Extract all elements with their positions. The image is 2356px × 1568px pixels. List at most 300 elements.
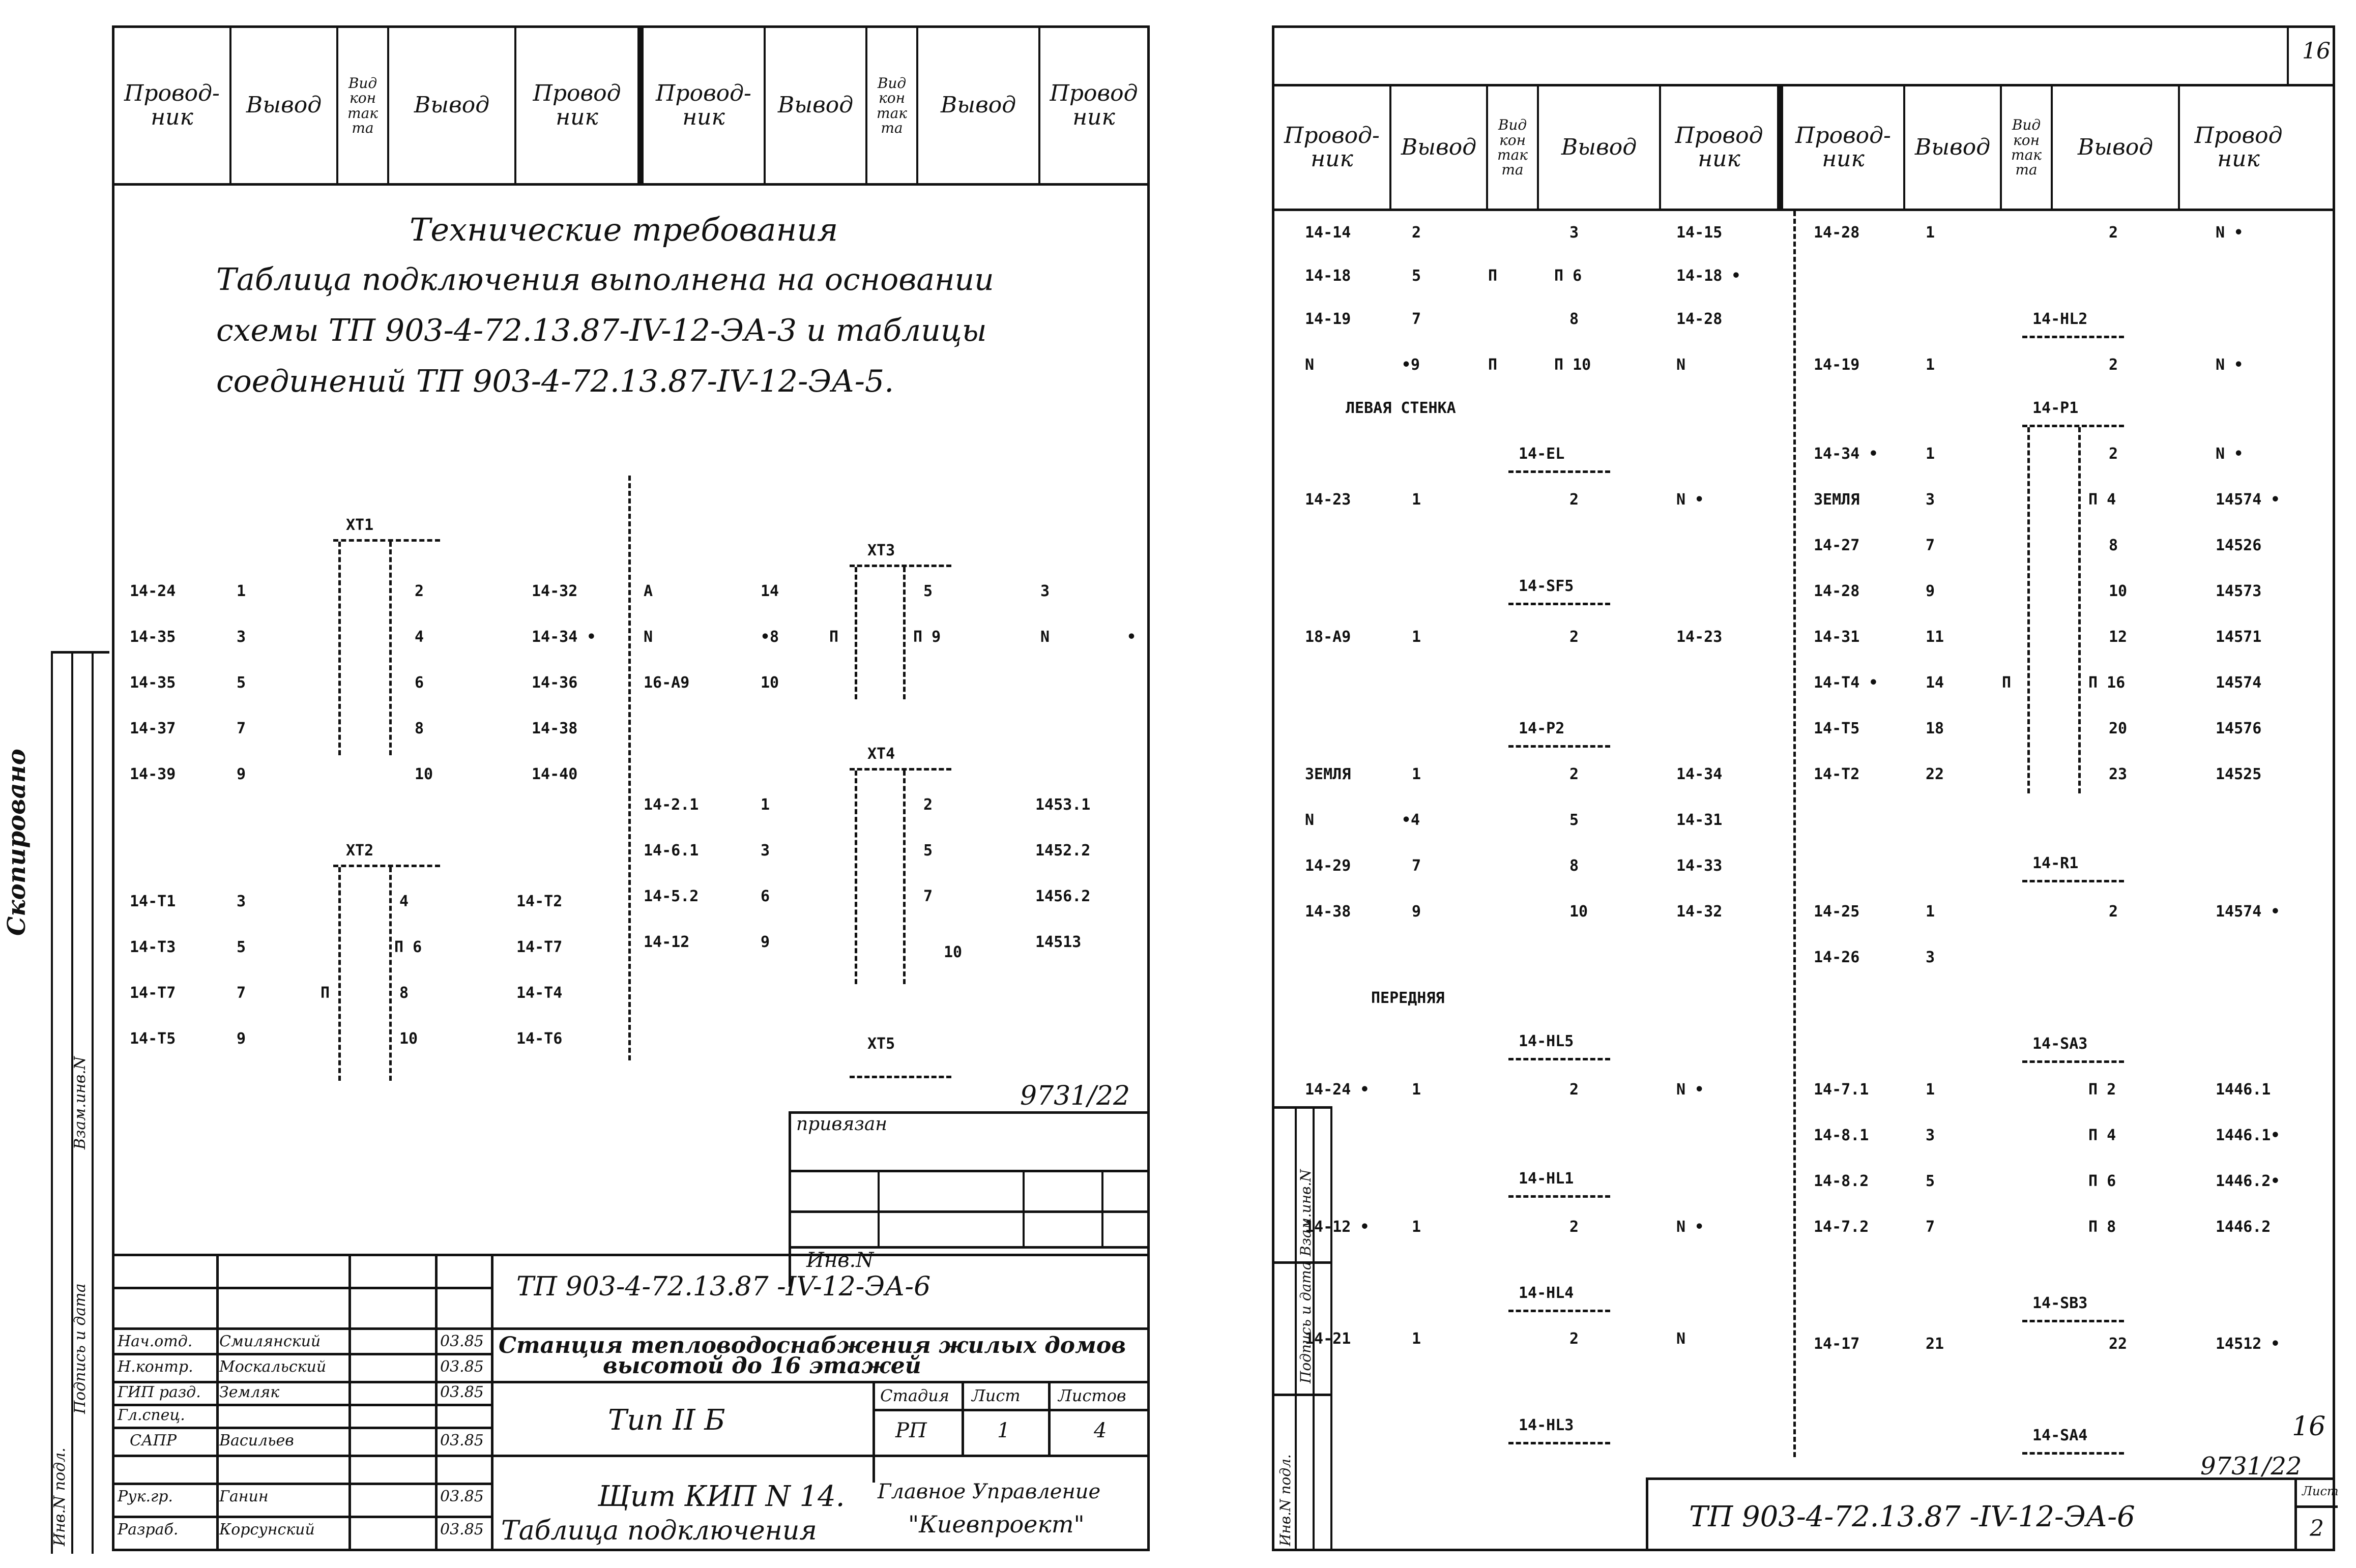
rgrp-p1-row-7-d: 14576 xyxy=(2216,720,2262,737)
rgrp-sa3-row-1-d: 1446.1 xyxy=(2216,1081,2271,1099)
grp-el-row-b: 1 xyxy=(1412,491,1421,509)
grp-hl1-row-d: N • xyxy=(1676,1218,1704,1236)
xt4-row-1-d: 1453.1 xyxy=(1035,796,1091,814)
xt3-row-2-e: • xyxy=(1127,628,1137,646)
grp-p2-row-1-b: 1 xyxy=(1412,765,1421,783)
role-2-date: 03.85 xyxy=(440,1358,484,1376)
xt1-row-5-b: 9 xyxy=(237,765,246,783)
grp-p2-row-1-a: ЗЕМЛЯ xyxy=(1305,765,1351,783)
grp-hl4-row-a: 14-21 xyxy=(1305,1330,1351,1348)
xt1-dashline xyxy=(333,539,440,542)
requirements-title: Технические требования xyxy=(410,211,838,248)
hdr-contact-2: Вид кон так та xyxy=(867,28,918,183)
rgrp-hl2-row-a: 14-19 xyxy=(1814,356,1860,374)
rgrp-sa3-row-4-b: 7 xyxy=(1926,1218,1935,1236)
r-hdr-out-4: Вывод xyxy=(2053,86,2180,209)
right-doc-title: ТП 903-4-72.13.87 -IV-12-ЭА-6 xyxy=(1689,1500,2135,1533)
rgrp-sa3-row-3-a: 14-8.2 xyxy=(1814,1172,1869,1190)
side-label-sign: Подпись и дата xyxy=(71,1283,89,1414)
left-sheet xyxy=(112,25,1150,1551)
rgrp-hl2-row-c: 2 xyxy=(2109,356,2118,374)
privyazan-col-3 xyxy=(1101,1170,1103,1246)
rgrp-r1-row-2-b: 3 xyxy=(1926,949,1935,966)
rgrp-sa3-row-3-c: П 6 xyxy=(2088,1172,2116,1190)
rgrp-p1-row-8-c: 23 xyxy=(2109,765,2128,783)
rgrp-p1-row-5-c: 12 xyxy=(2109,628,2128,646)
grp-el-row-c: 2 xyxy=(1569,491,1579,509)
grp-hl5-row-d: N • xyxy=(1676,1081,1704,1099)
rgrp-p1-row-3-c: 8 xyxy=(2109,537,2118,554)
xt4-row-1-a: 14-2.1 xyxy=(644,796,699,814)
xt2-row-4-d: 14-T6 xyxy=(516,1030,563,1048)
rgrp-p1-row-7-b: 18 xyxy=(1926,720,1944,737)
rgrp-sa3-row-4-a: 14-7.2 xyxy=(1814,1218,1869,1236)
r-top-row-4-c: П 10 xyxy=(1554,356,1591,374)
xt4-title: XT4 xyxy=(867,745,895,763)
r-hdr-wire-4: Провод ник xyxy=(2194,122,2283,172)
r-hdr-contact-2: Вид кон так та xyxy=(2002,86,2053,209)
xt3-row-3-b: 10 xyxy=(761,674,779,692)
rgrp-hl2-row-d: N • xyxy=(2216,356,2244,374)
role-6-name: Ганин xyxy=(219,1488,269,1505)
privyazan-col-1 xyxy=(878,1170,880,1246)
xt2-row-4-c: 10 xyxy=(399,1030,418,1048)
role-5-name: Васильев xyxy=(219,1432,294,1449)
xt1-row-3-b: 5 xyxy=(237,674,246,692)
rgrp-p1-row-8-b: 22 xyxy=(1926,765,1944,783)
xt2-row-2-c: П 6 xyxy=(394,938,422,956)
role-6-date: 03.85 xyxy=(440,1488,484,1505)
privyazan-label: привязан xyxy=(796,1114,888,1135)
rgrp-sb3-row-b: 21 xyxy=(1926,1335,1944,1353)
grp-sf5-row-b: 1 xyxy=(1412,628,1421,646)
xt3-row-1-a: A xyxy=(644,582,653,600)
grp-hl5-row-b: 1 xyxy=(1412,1081,1421,1099)
xt2-row-1-c: 4 xyxy=(399,893,409,910)
hdr-out-2: Вывод xyxy=(389,28,516,183)
r-top-row-4-a: N xyxy=(1305,356,1315,374)
xt1-row-2-c: 4 xyxy=(415,628,424,646)
xt4-dash-r xyxy=(903,771,906,984)
privyazan-inv: Инв.N xyxy=(806,1249,874,1272)
side-label-inv: Инв.N подл. xyxy=(51,1447,69,1546)
grp-hl5-row-a: 14-24 • xyxy=(1305,1081,1370,1099)
xt4-dash-l xyxy=(855,771,857,984)
r-top-row-4-d: N xyxy=(1676,356,1686,374)
rgrp-sa3-row-2-d: 1446.1• xyxy=(2216,1127,2280,1144)
left-header-row xyxy=(114,28,1147,186)
xt4-row-3-b: 6 xyxy=(761,887,770,905)
rgrp-p1-row-2-d: 14574 • xyxy=(2216,491,2280,509)
xt1-row-1: 14-24 xyxy=(130,582,176,600)
xt2-row-2-b: 5 xyxy=(237,938,246,956)
xt4-row-2-b: 3 xyxy=(761,842,770,860)
rgrp-r1-row-1-b: 1 xyxy=(1926,903,1935,921)
r-side-label-sign: Подпись и дата xyxy=(1297,1261,1314,1383)
hdr-contact: Вид кон так та xyxy=(338,28,389,183)
rgrp-r1-title: 14-R1 xyxy=(2032,854,2079,872)
role-2-name: Москальский xyxy=(219,1358,327,1376)
grp-p2-row-2-c: 5 xyxy=(1569,811,1579,829)
role-2: Н.контр. xyxy=(118,1358,193,1376)
rgrp-p1-row-7-c: 20 xyxy=(2109,720,2128,737)
rgrp-sb3-row-a: 14-17 xyxy=(1814,1335,1860,1353)
xt1-row-1-d: 14-32 xyxy=(532,582,578,600)
grp-el-row-d: N • xyxy=(1676,491,1704,509)
rgrp-p1-row-3-b: 7 xyxy=(1926,537,1935,554)
stage-box xyxy=(872,1381,1150,1483)
right-sheet-box xyxy=(2294,1480,2338,1551)
xt2-row-4-a: 14-T5 xyxy=(130,1030,176,1048)
right-page-num: 16 xyxy=(2292,1411,2326,1442)
grp-p2-row-2-d: 14-31 xyxy=(1676,811,1723,829)
xt1-row-5-d: 14-40 xyxy=(532,765,578,783)
org-line-2: "Киевпроект" xyxy=(908,1511,1085,1538)
left-side-stamp xyxy=(0,651,109,1551)
grp-sf5-row-d: 14-23 xyxy=(1676,628,1723,646)
xt4-row-3-d: 1456.2 xyxy=(1035,887,1091,905)
grp-hl1-title: 14-HL1 xyxy=(1519,1170,1574,1188)
xt1-row-1-b: 1 xyxy=(237,582,246,600)
xt2-row-1-d: 14-T2 xyxy=(516,893,563,910)
role-1-name: Смилянский xyxy=(219,1333,321,1350)
rgrp-p1-row-6-b: 14 xyxy=(1926,674,1944,692)
left-doc-code: 9731/22 xyxy=(1020,1081,1130,1111)
left-wall-label: ЛЕВАЯ СТЕНКА xyxy=(1346,399,1456,417)
xt1-dash-l xyxy=(338,542,341,755)
sheets-header: Листов xyxy=(1058,1386,1126,1405)
grp-p2-row-4-b: 9 xyxy=(1412,903,1421,921)
rgrp-p1-row-7-a: 14-T5 xyxy=(1814,720,1860,737)
xt3-row-1-d: 3 xyxy=(1040,582,1050,600)
xt2-row-1-a: 14-T1 xyxy=(130,893,176,910)
rgrp-sb3-title: 14-SB3 xyxy=(2032,1294,2088,1312)
grp-sf5-row-a: 18-A9 xyxy=(1305,628,1351,646)
hdr-wire-3: Провод-ник xyxy=(644,28,766,183)
role-6: Рук.гр. xyxy=(118,1488,173,1505)
rgrp-0-row-a: 14-28 xyxy=(1814,224,1860,242)
r-hdr-out-3: Вывод xyxy=(1905,86,2002,209)
role-1-date: 03.85 xyxy=(440,1333,484,1350)
hdr-wire: Провод-ник xyxy=(114,28,231,183)
rgrp-0-row-b: 1 xyxy=(1926,224,1935,242)
xt4-row-2-a: 14-6.1 xyxy=(644,842,699,860)
xt1-row-4-c: 8 xyxy=(415,720,424,737)
grp-p2-row-4-c: 10 xyxy=(1569,903,1588,921)
grp-sf5-row-c: 2 xyxy=(1569,628,1579,646)
station-line-1: Станция тепловодоснабжения жилых домов xyxy=(499,1333,1126,1358)
r-top-row-3-d: 14-28 xyxy=(1676,310,1723,328)
sheets-value: 4 xyxy=(1094,1419,1107,1442)
grp-p2-row-3-d: 14-33 xyxy=(1676,857,1723,875)
role-3: ГИП разд. xyxy=(118,1383,201,1401)
rgrp-sa3-row-2-b: 3 xyxy=(1926,1127,1935,1144)
rgrp-p1-row-8-d: 14525 xyxy=(2216,765,2262,783)
xt2-row-3-d: 14-T4 xyxy=(516,984,563,1002)
right-sheet-header: Лист xyxy=(2302,1484,2339,1498)
r-top-row-1-c: 3 xyxy=(1569,224,1579,242)
xt1-row-5: 14-39 xyxy=(130,765,176,783)
center-dashed-separator xyxy=(628,476,631,1060)
rgrp-hl2-row-b: 1 xyxy=(1926,356,1935,374)
role-5: САПР xyxy=(130,1432,177,1449)
xt3-row-2-d: N xyxy=(1040,628,1050,646)
xt1-dash-r xyxy=(389,542,392,755)
xt2-row-2-a: 14-T3 xyxy=(130,938,176,956)
xt1-row-4-d: 14-38 xyxy=(532,720,578,737)
r-top-row-1-a: 14-14 xyxy=(1305,224,1351,242)
xt3-row-2-m: П xyxy=(829,628,839,646)
xt2-dash-r xyxy=(389,867,392,1081)
rgrp-p1-row-1-c: 2 xyxy=(2109,445,2118,463)
xt4-row-4-c: 10 xyxy=(944,943,963,961)
xt5-dashline xyxy=(850,1076,951,1078)
left-title-block xyxy=(114,1254,1147,1551)
rgrp-p1-row-2-c: П 4 xyxy=(2088,491,2116,509)
grp-sf5-title: 14-SF5 xyxy=(1519,577,1574,595)
panel-label: Щит КИП N 14. xyxy=(598,1480,845,1513)
xt4-row-1-b: 1 xyxy=(761,796,770,814)
requirements-line-1: Таблица подключения выполнена на основании xyxy=(216,262,994,298)
top-page-number: 16 xyxy=(2302,38,2331,64)
r-hdr-out-2: Вывод xyxy=(1539,86,1661,209)
xt5-title: XT5 xyxy=(867,1035,895,1053)
r-top-row-3-c: 8 xyxy=(1569,310,1579,328)
rgrp-r1-row-1-a: 14-25 xyxy=(1814,903,1860,921)
grp-p2-row-3-b: 7 xyxy=(1412,857,1421,875)
xt2-row-2-d: 14-T7 xyxy=(516,938,563,956)
stage-value: РП xyxy=(895,1419,927,1442)
rgrp-p1-row-3-d: 14526 xyxy=(2216,537,2262,554)
rgrp-sa3-row-4-c: П 8 xyxy=(2088,1218,2116,1236)
rgrp-r1-row-1-d: 14574 • xyxy=(2216,903,2280,921)
xt3-dashline xyxy=(850,565,951,567)
role-3-name: Земляк xyxy=(219,1383,280,1401)
type-label: Тип II Б xyxy=(608,1404,725,1437)
xt4-row-4-d: 14513 xyxy=(1035,933,1082,951)
rgrp-sa4-title: 14-SA4 xyxy=(2032,1427,2088,1444)
xt4-row-3-a: 14-5.2 xyxy=(644,887,699,905)
r-top-row-2-m: П xyxy=(1488,267,1498,285)
grp-p2-row-1-c: 2 xyxy=(1569,765,1579,783)
station-line-2: высотой до 16 этажей xyxy=(603,1353,921,1379)
xt1-row-5-c: 10 xyxy=(415,765,433,783)
r-top-row-1-d: 14-15 xyxy=(1676,224,1723,242)
rgrp-p1-row-6-d: 14574 xyxy=(2216,674,2262,692)
org-line-1: Главное Управление xyxy=(878,1480,1101,1503)
r-top-row-4-b: •9 xyxy=(1402,356,1420,374)
rgrp-p1-row-4-b: 9 xyxy=(1926,582,1935,600)
grp-hl4-title: 14-HL4 xyxy=(1519,1284,1574,1302)
sheet-header: Лист xyxy=(972,1386,1021,1405)
rgrp-p1-title: 14-P1 xyxy=(2032,399,2079,417)
left-title-signatures xyxy=(114,1256,493,1551)
grp-hl4-row-d: N xyxy=(1676,1330,1686,1348)
xt3-dash-l xyxy=(855,567,857,699)
xt1-row-1-c: 2 xyxy=(415,582,424,600)
left-doc-title: ТП 903-4-72.13.87 -IV-12-ЭА-6 xyxy=(516,1271,931,1302)
grp-p2-row-3-c: 8 xyxy=(1569,857,1579,875)
rgrp-sa3-row-1-a: 14-7.1 xyxy=(1814,1081,1869,1099)
r-top-row-2-a: 14-18 xyxy=(1305,267,1351,285)
grp-el-title: 14-EL xyxy=(1519,445,1565,463)
xt1-row-2-d: 14-34 • xyxy=(532,628,596,646)
rgrp-sa3-row-1-c: П 2 xyxy=(2088,1081,2116,1099)
rgrp-p1-row-5-a: 14-31 xyxy=(1814,628,1860,646)
rgrp-sa3-row-1-b: 1 xyxy=(1926,1081,1935,1099)
rgrp-r1-row-1-c: 2 xyxy=(2109,903,2118,921)
hdr-out-4: Вывод xyxy=(918,28,1040,183)
r-top-row-3-a: 14-19 xyxy=(1305,310,1351,328)
rgrp-hl2-title: 14-HL2 xyxy=(2032,310,2088,328)
rgrp-p1-row-6-c: П 16 xyxy=(2088,674,2126,692)
xt3-row-1-c: 5 xyxy=(923,582,933,600)
hdr-wire-4: Провод ник xyxy=(1050,80,1138,130)
requirements-line-3: соединений ТП 903-4-72.13.87-IV-12-ЭА-5. xyxy=(216,364,894,399)
xt3-row-2-a: N xyxy=(644,628,653,646)
r-hdr-wire: Провод-ник xyxy=(1274,86,1391,209)
privyazan-col-2 xyxy=(1023,1170,1025,1246)
xt2-row-3-a: 14-T7 xyxy=(130,984,176,1002)
stage-header: Стадия xyxy=(880,1386,949,1405)
r-top-row-3-b: 7 xyxy=(1412,310,1421,328)
grp-p2-row-1-d: 14-34 xyxy=(1676,765,1723,783)
r-hdr-wire-2: Провод ник xyxy=(1661,86,1783,209)
grp-hl5-title: 14-HL5 xyxy=(1519,1032,1574,1050)
xt2-row-3-m: П xyxy=(321,984,330,1002)
grp-p2-title: 14-P2 xyxy=(1519,720,1565,737)
rgrp-sa3-row-3-d: 1446.2• xyxy=(2216,1172,2280,1190)
rgrp-sa3-title: 14-SA3 xyxy=(2032,1035,2088,1053)
grp-p2-row-4-a: 14-38 xyxy=(1305,903,1351,921)
xt2-row-3-c: 8 xyxy=(399,984,409,1002)
right-header-row xyxy=(1274,84,2333,211)
rgrp-sa3-row-2-c: П 4 xyxy=(2088,1127,2116,1144)
xt2-row-4-b: 9 xyxy=(237,1030,246,1048)
grp-hl5-row-c: 2 xyxy=(1569,1081,1579,1099)
rgrp-p1-row-4-a: 14-28 xyxy=(1814,582,1860,600)
grp-hl1-row-c: 2 xyxy=(1569,1218,1579,1236)
grp-el-row-a: 14-23 xyxy=(1305,491,1351,509)
hdr-out-3: Вывод xyxy=(766,28,867,183)
xt4-row-4-b: 9 xyxy=(761,933,770,951)
grp-hl1-row-b: 1 xyxy=(1412,1218,1421,1236)
xt1-row-3-c: 6 xyxy=(415,674,424,692)
xt2-dash-l xyxy=(338,867,341,1081)
role-5-date: 03.85 xyxy=(440,1432,484,1449)
xt3-title: XT3 xyxy=(867,542,895,559)
xt4-row-1-c: 2 xyxy=(923,796,933,814)
rgrp-p1-row-5-d: 14571 xyxy=(2216,628,2262,646)
rgrp-p1-row-1-d: N • xyxy=(2216,445,2244,463)
rgrp-0-row-d: N • xyxy=(2216,224,2244,242)
xt3-row-2-b: •8 xyxy=(761,628,779,646)
rgrp-sa3-row-4-d: 1446.2 xyxy=(2216,1218,2271,1236)
hdr-out: Вывод xyxy=(231,28,338,183)
xt4-row-2-d: 1452.2 xyxy=(1035,842,1091,860)
rgrp-p1-row-5-b: 11 xyxy=(1926,628,1944,646)
r-hdr-wire-3: Провод-ник xyxy=(1783,86,1905,209)
right-sheet-value: 2 xyxy=(2310,1516,2324,1542)
rgrp-p1-row-4-d: 14573 xyxy=(2216,582,2262,600)
rgrp-p1-row-1-a: 14-34 • xyxy=(1814,445,1878,463)
privyazan-line-2 xyxy=(791,1210,1150,1213)
table-label: Таблица подключения xyxy=(501,1516,817,1546)
role-1: Нач.отд. xyxy=(118,1333,193,1350)
xt3-row-3-a: 16-A9 xyxy=(644,674,690,692)
r-top-row-2-c: П 6 xyxy=(1554,267,1582,285)
r-top-row-2-b: 5 xyxy=(1412,267,1421,285)
r-hdr-contact: Вид кон так та xyxy=(1488,86,1539,209)
requirements-line-2: схемы ТП 903-4-72.13.87-IV-12-ЭА-3 и таблицы xyxy=(216,313,987,348)
xt3-row-2-c: П 9 xyxy=(913,628,941,646)
r-top-row-1-b: 2 xyxy=(1412,224,1421,242)
rgrp-p1-row-1-b: 1 xyxy=(1926,445,1935,463)
grp-p2-row-3-a: 14-29 xyxy=(1305,857,1351,875)
rgrp-p1-row-2-b: 3 xyxy=(1926,491,1935,509)
rgrp-p1-row-6-a: 14-T4 • xyxy=(1814,674,1878,692)
grp-p2-row-2-b: •4 xyxy=(1402,811,1420,829)
role-7-date: 03.85 xyxy=(440,1521,484,1539)
rgrp-0-row-c: 2 xyxy=(2109,224,2118,242)
r-top-row-4-m: П xyxy=(1488,356,1498,374)
role-7-name: Корсунский xyxy=(219,1521,315,1539)
grp-hl4-row-c: 2 xyxy=(1569,1330,1579,1348)
xt4-row-3-c: 7 xyxy=(923,887,933,905)
grp-p2-row-2-a: N xyxy=(1305,811,1315,829)
right-title-block xyxy=(1646,1477,2339,1551)
hdr-wire-2: Провод ник xyxy=(516,28,644,183)
rgrp-sa3-row-2-a: 14-8.1 xyxy=(1814,1127,1869,1144)
role-7: Разраб. xyxy=(118,1521,179,1539)
r-top-row-2-d: 14-18 • xyxy=(1676,267,1741,285)
xt2-dashline xyxy=(333,865,440,867)
xt2-row-1-b: 3 xyxy=(237,893,246,910)
right-sheet xyxy=(1272,25,2339,1551)
rgrp-sa3-row-3-b: 5 xyxy=(1926,1172,1935,1190)
rgrp-p1-row-6-m: П xyxy=(2002,674,2012,692)
xt1-title: XT1 xyxy=(346,516,374,534)
front-wall-label: ПЕРЕДНЯЯ xyxy=(1371,989,1445,1007)
grp-hl4-row-b: 1 xyxy=(1412,1330,1421,1348)
rgrp-sb3-row-d: 14512 • xyxy=(2216,1335,2280,1353)
r-side-label-inv: Инв.N подл. xyxy=(1277,1454,1294,1546)
rgrp-p1-row-8-a: 14-T2 xyxy=(1814,765,1860,783)
grp-hl3-title: 14-HL3 xyxy=(1519,1416,1574,1434)
rgrp-r1-row-2-a: 14-26 xyxy=(1814,949,1860,966)
xt4-row-4-a: 14-12 xyxy=(644,933,690,951)
role-3-date: 03.85 xyxy=(440,1383,484,1401)
side-label-replace: Взам.инв.N xyxy=(71,1056,89,1149)
right-side-strip xyxy=(1274,1106,1332,1551)
xt3-dash-r xyxy=(903,567,906,699)
right-center-separator xyxy=(1793,211,1796,1457)
xt1-row-4: 14-37 xyxy=(130,720,176,737)
sheet-value: 1 xyxy=(997,1419,1010,1442)
xt2-row-3-b: 7 xyxy=(237,984,246,1002)
xt1-row-3: 14-35 xyxy=(130,674,176,692)
grp-hl1-row-a: 14-12 • xyxy=(1305,1218,1370,1236)
rgrp-p1-row-4-c: 10 xyxy=(2109,582,2128,600)
privyazan-line-1 xyxy=(791,1170,1150,1172)
grp-p2-row-4-d: 14-32 xyxy=(1676,903,1723,921)
rgrp-p1-row-2-a: ЗЕМЛЯ xyxy=(1814,491,1860,509)
xt4-row-2-c: 5 xyxy=(923,842,933,860)
xt3-row-1-b: 14 xyxy=(761,582,779,600)
xt1-row-4-b: 7 xyxy=(237,720,246,737)
r-hdr-out: Вывод xyxy=(1391,86,1488,209)
xt1-row-3-d: 14-36 xyxy=(532,674,578,692)
